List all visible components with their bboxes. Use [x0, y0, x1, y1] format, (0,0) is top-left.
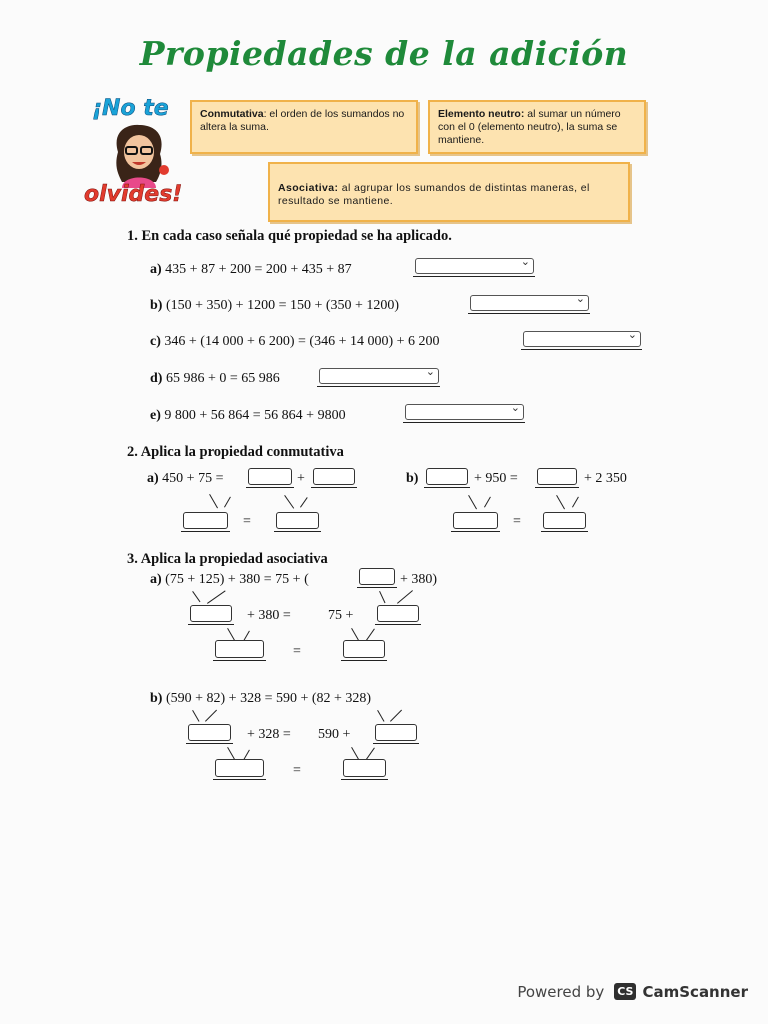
- answer-box[interactable]: [190, 605, 232, 622]
- q1-item-e: [150, 408, 346, 424]
- q1-item-d: [150, 371, 280, 387]
- answer-underline: [403, 422, 525, 423]
- q2-b-right: + 2 350: [584, 471, 627, 486]
- item-label: c): [150, 334, 161, 349]
- equals-sign: =: [293, 763, 301, 778]
- item-expression: (75 + 125) + 380 = 75 + (: [165, 572, 309, 587]
- page-title: Propiedades de la adición: [139, 34, 629, 73]
- q1-c-property-select[interactable]: [523, 331, 641, 347]
- question-1-heading: 1. En cada caso señala qué propiedad se ha aplicado.: [127, 228, 452, 244]
- answer-underline: [341, 779, 388, 780]
- answer-underline: [246, 487, 294, 488]
- q2-a-label: [147, 471, 223, 487]
- q1-d-property-select[interactable]: [319, 368, 439, 384]
- connector-line: [468, 495, 477, 509]
- powered-by-text: Powered by: [517, 983, 605, 1001]
- answer-underline: [186, 743, 233, 744]
- answer-underline: [535, 487, 579, 488]
- q1-item-b: [150, 298, 399, 314]
- item-label: a): [147, 471, 159, 486]
- equals-sign: =: [293, 644, 301, 659]
- camscanner-logo-icon: CS: [614, 983, 636, 1000]
- answer-box[interactable]: [543, 512, 586, 529]
- answer-underline: [373, 743, 419, 744]
- answer-underline: [317, 386, 440, 387]
- connector-line: [366, 629, 375, 641]
- card-conmutativa: [190, 100, 418, 154]
- reminder-sticker: [82, 96, 192, 216]
- connector-line: [351, 628, 359, 641]
- answer-box[interactable]: [343, 640, 385, 658]
- connector-line: [397, 590, 413, 604]
- connector-line: [556, 495, 565, 509]
- answer-underline: [188, 624, 234, 625]
- answer-underline: [181, 531, 230, 532]
- question-3-heading: 3. Aplica la propiedad asociativa: [127, 551, 328, 567]
- connector-line: [484, 497, 491, 508]
- connector-line: [390, 710, 402, 722]
- q3-a-row2b: 75 +: [328, 608, 354, 623]
- q3-b-expression: [150, 691, 371, 707]
- item-label: a): [150, 262, 162, 277]
- connector-line: [300, 497, 308, 507]
- camscanner-brand: CamScanner: [642, 983, 748, 1001]
- item-expression: 65 986 + 0 = 65 986: [165, 371, 280, 386]
- connector-line: [284, 495, 294, 509]
- q2-b-label: [406, 471, 418, 487]
- answer-underline: [521, 349, 642, 350]
- answer-box[interactable]: [248, 468, 292, 485]
- card-text: : el orden de los sumandos no altera la suma.: [200, 108, 405, 134]
- item-expression: (590 + 82) + 328 = 590 + (82 + 328): [165, 691, 372, 706]
- answer-box[interactable]: [453, 512, 498, 529]
- question-2-heading: 2. Aplica la propiedad conmutativa: [127, 444, 344, 460]
- sticker-line1: ¡No te: [92, 96, 169, 121]
- connector-line: [192, 710, 199, 722]
- connector-line: [366, 748, 375, 760]
- answer-underline: [213, 660, 266, 661]
- answer-underline: [311, 487, 357, 488]
- answer-underline: [413, 276, 535, 277]
- q1-b-property-select[interactable]: [470, 295, 589, 311]
- sticker-line2: olvides!: [84, 182, 183, 207]
- q1-item-c: [150, 334, 440, 350]
- connector-line: [207, 590, 226, 603]
- card-text: al sumar un número con el 0 (elemento neutro), la suma se mantiene.: [438, 108, 621, 147]
- answer-underline: [375, 624, 421, 625]
- answer-box[interactable]: [359, 568, 395, 585]
- answer-box[interactable]: [276, 512, 319, 529]
- connector-line: [351, 747, 359, 760]
- connector-line: [192, 591, 200, 602]
- q3-a-row2: + 380 =: [247, 608, 291, 623]
- q3-b-row2b: 590 +: [318, 727, 351, 742]
- answer-underline: [357, 587, 397, 588]
- item-label: a): [150, 572, 162, 587]
- teacher-avatar-icon: [104, 122, 174, 188]
- q1-e-property-select[interactable]: [405, 404, 524, 420]
- connector-line: [209, 494, 218, 508]
- answer-box[interactable]: [188, 724, 231, 741]
- card-term: Conmutativa: [200, 108, 264, 120]
- q2-a-left-expression: 450 + 75 =: [162, 471, 224, 486]
- equals-sign: =: [243, 514, 251, 529]
- camscanner-watermark: [517, 983, 748, 1001]
- card-text: al agrupar los sumandos de distintas maneras, el resultado se mantiene.: [278, 182, 590, 208]
- answer-underline: [341, 660, 387, 661]
- answer-box[interactable]: [426, 468, 468, 485]
- connector-line: [224, 497, 231, 508]
- connector-line: [205, 710, 217, 722]
- card-elemento-neutro: [428, 100, 646, 154]
- q1-a-property-select[interactable]: [415, 258, 534, 274]
- item-expression: (150 + 350) + 1200 = 150 + (350 + 1200): [165, 298, 400, 313]
- card-term: Elemento neutro:: [438, 108, 525, 120]
- answer-underline: [213, 779, 266, 780]
- answer-underline: [541, 531, 588, 532]
- item-expression: 435 + 87 + 200 = 200 + 435 + 87: [165, 262, 352, 277]
- connector-line: [377, 710, 384, 722]
- equals-sign: =: [513, 514, 521, 529]
- answer-box[interactable]: [183, 512, 228, 529]
- plus-sign: +: [297, 471, 305, 486]
- item-label: b): [406, 471, 419, 486]
- answer-box[interactable]: [313, 468, 355, 485]
- connector-line: [379, 591, 385, 603]
- card-asociativa: [268, 162, 630, 222]
- item-expression: 346 + (14 000 + 6 200) = (346 + 14 000) + 6 200: [164, 334, 440, 349]
- item-label: b): [150, 298, 163, 313]
- q3-a-expression: [150, 572, 309, 588]
- item-label: e): [150, 408, 161, 423]
- q1-item-a: [150, 262, 352, 278]
- answer-box[interactable]: [343, 759, 386, 777]
- q3-a-tail: + 380): [400, 572, 438, 587]
- item-label: d): [150, 371, 163, 386]
- q3-b-row2: + 328 =: [247, 727, 291, 742]
- answer-underline: [451, 531, 500, 532]
- card-term: Asociativa:: [278, 182, 339, 194]
- answer-box[interactable]: [215, 759, 264, 777]
- answer-box[interactable]: [377, 605, 419, 622]
- answer-underline: [274, 531, 321, 532]
- item-label: b): [150, 691, 163, 706]
- answer-box[interactable]: [537, 468, 577, 485]
- q2-b-middle: + 950 =: [474, 471, 518, 486]
- item-expression: 9 800 + 56 864 = 56 864 + 9800: [164, 408, 346, 423]
- answer-box[interactable]: [215, 640, 264, 658]
- answer-underline: [468, 313, 590, 314]
- connector-line: [572, 497, 579, 508]
- answer-box[interactable]: [375, 724, 417, 741]
- answer-underline: [424, 487, 470, 488]
